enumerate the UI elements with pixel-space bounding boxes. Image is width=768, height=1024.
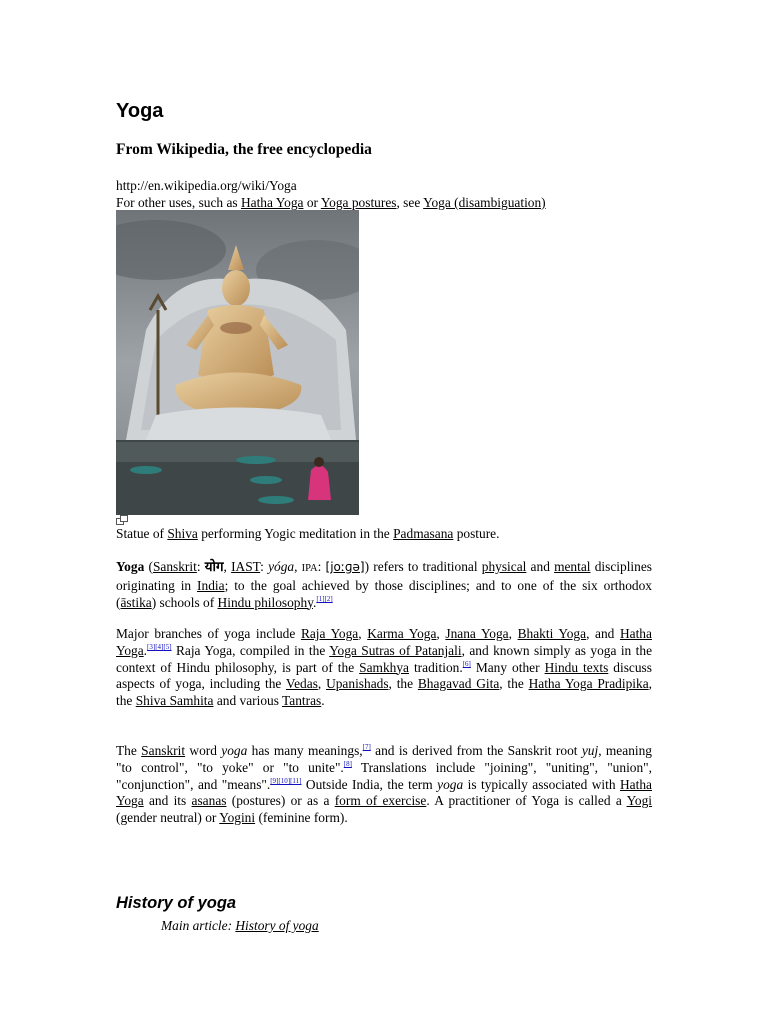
- link-mental[interactable]: mental: [554, 559, 591, 574]
- link-sanskrit[interactable]: Sanskrit: [152, 559, 197, 574]
- link-hatha-yoga-3[interactable]: Hatha Yoga: [116, 776, 652, 809]
- link-sanskrit-2[interactable]: Sanskrit: [141, 743, 186, 758]
- link-yoga-postures[interactable]: Yoga postures: [320, 195, 397, 210]
- link-hatha-yoga-pradipika[interactable]: Hatha Yoga Pradipika: [528, 676, 649, 692]
- link-bhakti-yoga[interactable]: Bhakti Yoga: [517, 626, 587, 641]
- main-article-note: Main article: History of yoga: [161, 918, 319, 933]
- article-title: Yoga: [116, 100, 164, 122]
- link-jnana-yoga[interactable]: Jnana Yoga: [445, 626, 509, 641]
- shiva-statue-image: [116, 210, 359, 515]
- link-yoga-disambiguation[interactable]: Yoga (disambiguation): [423, 195, 546, 210]
- image-placeholder-icon: [116, 515, 128, 525]
- link-iast[interactable]: IAST: [231, 559, 261, 574]
- link-tantras[interactable]: Tantras: [282, 693, 322, 709]
- paragraph-branches: Major branches of yoga include Raja Yoga, Karma Yoga, Jnana Yoga, Bhakti Yoga, and Hatha Yoga.[3][4][5] Raja Yoga, compiled in the Yoga Sutras of Patanjali, and known simply as yoga in the context of Hindu philosophy, is part of the Samkhya tradition.[6] Many other Hindu texts discuss aspects of yoga, including the Vedas, Upanishads, the Bhagavad Gita, the Hatha Yoga Pradipika, the Shiva Samhita and various Tantras.: [116, 626, 653, 709]
- link-raja-yoga[interactable]: Raja Yoga: [300, 626, 359, 641]
- paragraph-intro: Yoga (Sanskrit: योग, IAST: yóga, IPA: [joːɡə]) refers to traditional physical and mental disciplines originating in India; to the goal achieved by those disciplines; and to one of the six orthodox (āstika) schools of Hindu philosophy.[1][2]: [116, 559, 652, 610]
- link-hindu-philosophy[interactable]: Hindu philosophy: [217, 594, 314, 610]
- section-heading-history: History of yoga: [116, 894, 237, 912]
- link-ipa[interactable]: [joːɡə]: [325, 560, 365, 574]
- link-padmasana[interactable]: Padmasana: [393, 526, 454, 541]
- link-bhagavad-gita[interactable]: Bhagavad Gita: [417, 676, 500, 692]
- link-india[interactable]: India: [197, 577, 225, 593]
- link-asanas[interactable]: asanas: [191, 793, 227, 809]
- link-astika[interactable]: āstika: [120, 594, 152, 610]
- link-yoga-sutras[interactable]: Yoga Sutras of Patanjali: [329, 642, 462, 658]
- reference[interactable]: [3][4][5]: [147, 642, 172, 651]
- link-hatha-yoga-2[interactable]: Hatha Yoga: [116, 626, 652, 658]
- hatnote: For other uses, such as Hatha Yoga or Yoga postures, see Yoga (disambiguation): [116, 195, 546, 210]
- link-hindu-texts[interactable]: Hindu texts: [544, 659, 609, 675]
- article-subtitle: From Wikipedia, the free encyclopedia: [116, 141, 372, 158]
- statue-photo: [116, 210, 359, 515]
- paragraph-etymology: The Sanskrit word yoga has many meanings,[7] and is derived from the Sanskrit root yuj, meaning "to control", "to yoke" or "to unite".[8] Translations include "joining", "uniting", "union", "conjunction", and "means".[9][10][11] Outside India, the term yoga is typically associated with Hatha Yoga and its asanas (postures) or as a form of exercise. A practitioner of Yoga is called a Yogi (gender neutral) or Yogini (feminine form).: [116, 743, 653, 826]
- link-yogi[interactable]: Yogi: [626, 793, 653, 809]
- link-samkhya[interactable]: Samkhya: [359, 659, 409, 675]
- reference[interactable]: [6]: [462, 659, 471, 668]
- reference[interactable]: [8]: [343, 759, 352, 768]
- reference[interactable]: [7]: [362, 743, 371, 751]
- link-form-of-exercise[interactable]: form of exercise: [334, 793, 427, 809]
- link-upanishads[interactable]: Upanishads: [326, 676, 389, 692]
- link-karma-yoga[interactable]: Karma Yoga: [367, 626, 437, 641]
- image-caption: Statue of Shiva performing Yogic meditation in the Padmasana posture.: [116, 526, 500, 541]
- reference[interactable]: [1][2]: [316, 594, 333, 603]
- link-shiva-samhita[interactable]: Shiva Samhita: [135, 693, 214, 709]
- link-vedas[interactable]: Vedas: [285, 676, 318, 692]
- link-yogini[interactable]: Yogini: [219, 810, 256, 826]
- link-shiva[interactable]: Shiva: [167, 526, 198, 541]
- source-url: http://en.wikipedia.org/wiki/Yoga: [116, 178, 297, 193]
- reference[interactable]: [9][10][11]: [270, 776, 302, 785]
- link-physical[interactable]: physical: [481, 559, 527, 574]
- link-hatha-yoga[interactable]: Hatha Yoga: [240, 195, 304, 210]
- link-history-of-yoga[interactable]: History of yoga: [235, 918, 319, 933]
- devanagari-text: योग: [204, 559, 224, 574]
